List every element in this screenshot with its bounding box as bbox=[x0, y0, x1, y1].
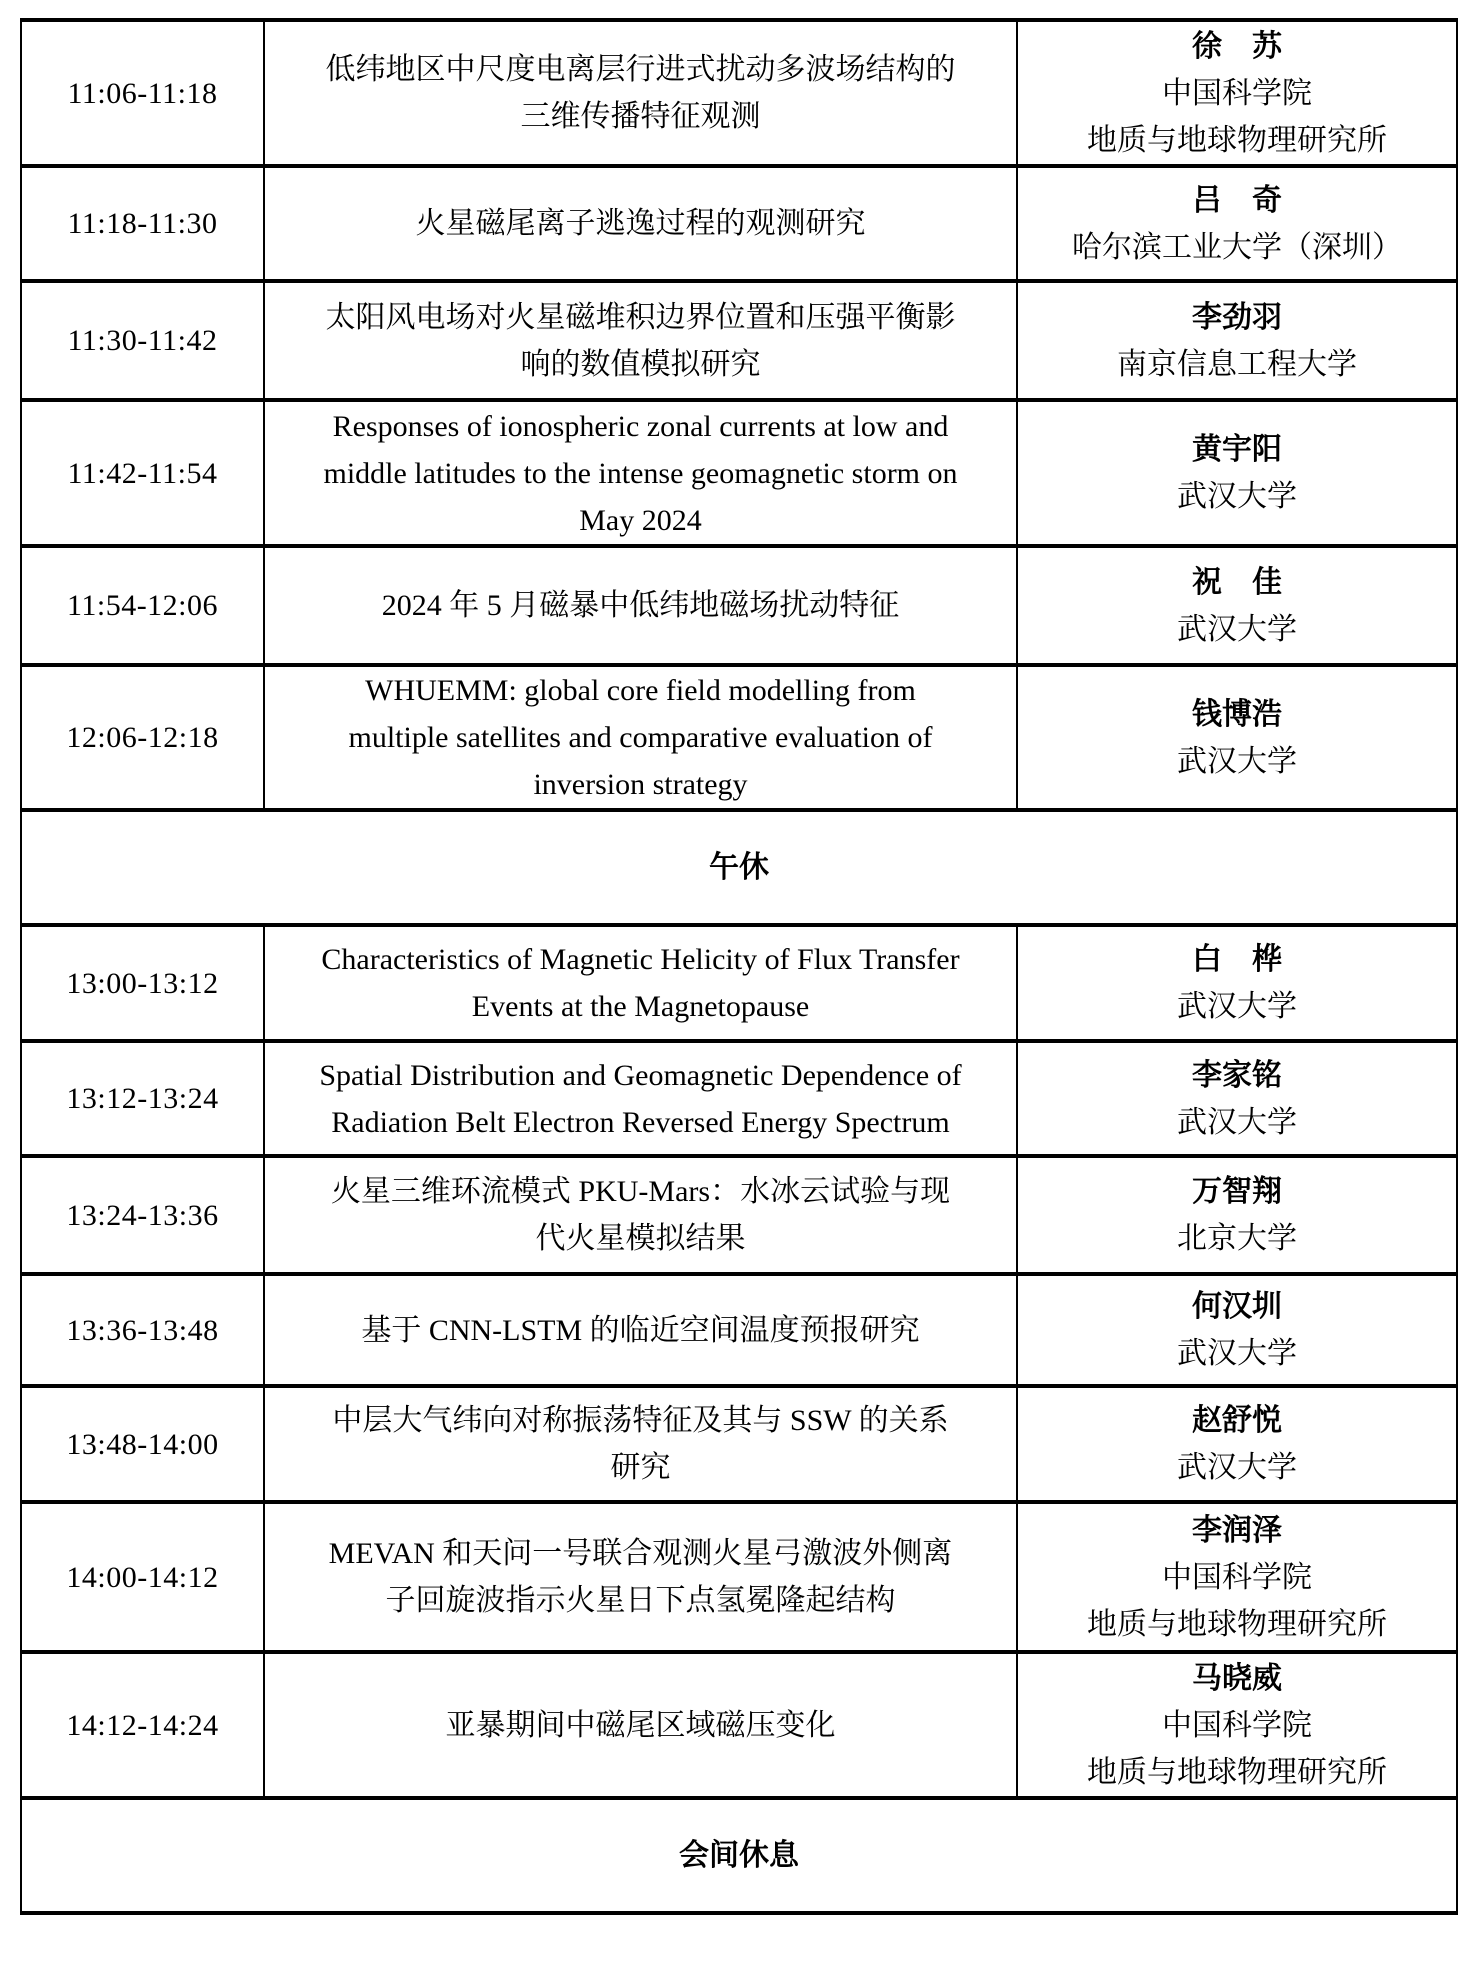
session-title-cell bbox=[264, 546, 1017, 665]
speaker-affiliation-line: 北京大学 bbox=[1177, 1222, 1297, 1255]
session-time-cell: 11:42-11:54 bbox=[21, 400, 264, 546]
session-time-cell: 13:12-13:24 bbox=[21, 1041, 264, 1156]
session-speaker-cell bbox=[1017, 1274, 1457, 1386]
break-row bbox=[21, 1798, 1457, 1913]
session-speaker-cell bbox=[1017, 166, 1457, 281]
session-speaker-cell bbox=[1017, 1652, 1457, 1798]
schedule-table-body bbox=[21, 20, 1457, 1913]
speaker-name: 李润泽 bbox=[1192, 1513, 1282, 1547]
speaker-affiliation-line: 地质与地球物理研究所 bbox=[1087, 1607, 1387, 1641]
session-title-line: 火星磁尾离子逃逸过程的观测研究 bbox=[415, 207, 866, 240]
session-time-cell: 13:48-14:00 bbox=[21, 1386, 264, 1502]
schedule-table bbox=[20, 18, 1458, 1915]
speaker-affiliation-line: 武汉大学 bbox=[1177, 1337, 1297, 1370]
speaker-affiliation-line: 南京信息工程大学 bbox=[1117, 347, 1357, 381]
session-title-line: WHUEMM: global core field modelling from bbox=[365, 674, 916, 707]
session-title-line: 子回旋波指示火星日下点氢冕隆起结构 bbox=[385, 1584, 896, 1617]
speaker-name: 吕 奇 bbox=[1192, 183, 1282, 217]
session-title-line: 三维传播特征观测 bbox=[520, 100, 761, 133]
session-time-cell: 11:54-12:06 bbox=[21, 546, 264, 665]
session-speaker-cell bbox=[1017, 1156, 1457, 1274]
speaker-affiliation-line: 中国科学院 bbox=[1162, 1708, 1312, 1742]
session-title-line: May 2024 bbox=[579, 503, 702, 537]
speaker-name: 李劲羽 bbox=[1192, 300, 1282, 334]
session-title-cell bbox=[264, 20, 1017, 166]
speaker-affiliation-line: 武汉大学 bbox=[1177, 480, 1297, 513]
speaker-name: 徐 苏 bbox=[1192, 29, 1282, 63]
session-time-cell: 14:00-14:12 bbox=[21, 1502, 264, 1652]
session-row bbox=[21, 665, 1457, 810]
speaker-affiliation-line: 中国科学院 bbox=[1162, 1560, 1312, 1594]
session-title-cell bbox=[264, 665, 1017, 810]
session-row bbox=[21, 546, 1457, 665]
session-row bbox=[21, 281, 1457, 400]
session-title-cell bbox=[264, 1386, 1017, 1502]
session-title-cell bbox=[264, 1502, 1017, 1652]
session-title-line: 亚暴期间中磁尾区域磁压变化 bbox=[445, 1708, 836, 1742]
speaker-name: 祝 佳 bbox=[1192, 565, 1282, 599]
session-title-line: 低纬地区中尺度电离层行进式扰动多波场结构的 bbox=[325, 53, 956, 86]
session-time-cell: 13:24-13:36 bbox=[21, 1156, 264, 1274]
speaker-affiliation-line: 地质与地球物理研究所 bbox=[1087, 1755, 1387, 1789]
session-speaker-cell bbox=[1017, 925, 1457, 1041]
session-speaker-cell bbox=[1017, 665, 1457, 810]
speaker-name: 黄宇阳 bbox=[1192, 433, 1282, 466]
session-row bbox=[21, 1386, 1457, 1502]
speaker-name: 何汉圳 bbox=[1192, 1290, 1282, 1323]
session-title-cell bbox=[264, 400, 1017, 546]
session-time-cell: 11:30-11:42 bbox=[21, 281, 264, 400]
session-title-line: 代火星模拟结果 bbox=[535, 1222, 746, 1255]
speaker-affiliation-line: 地质与地球物理研究所 bbox=[1087, 123, 1387, 157]
session-row bbox=[21, 1502, 1457, 1652]
session-title-line: 基于 CNN-LSTM 的临近空间温度预报研究 bbox=[361, 1313, 920, 1347]
session-time-cell: 13:36-13:48 bbox=[21, 1274, 264, 1386]
speaker-name: 钱博浩 bbox=[1192, 697, 1282, 731]
speaker-affiliation-line: 武汉大学 bbox=[1177, 1105, 1297, 1139]
session-title-line: 响的数值模拟研究 bbox=[520, 347, 761, 381]
session-title-line: 研究 bbox=[610, 1451, 671, 1484]
session-title-line: 火星三维环流模式 PKU-Mars：水冰云试验与现 bbox=[330, 1175, 951, 1208]
session-time-cell: 13:00-13:12 bbox=[21, 925, 264, 1041]
break-row bbox=[21, 810, 1457, 925]
speaker-name: 马晓威 bbox=[1192, 1661, 1282, 1695]
session-title-line: 中层大气纬向对称振荡特征及其与 SSW 的关系 bbox=[332, 1404, 949, 1437]
session-speaker-cell bbox=[1017, 1502, 1457, 1652]
session-title-line: Events at the Magnetopause bbox=[471, 990, 810, 1023]
session-title-line: Spatial Distribution and Geomagnetic Dependence of bbox=[319, 1058, 962, 1092]
session-time-cell: 14:12-14:24 bbox=[21, 1652, 264, 1798]
session-row bbox=[21, 1274, 1457, 1386]
session-time-cell: 11:06-11:18 bbox=[21, 20, 264, 166]
break-label: 会间休息 bbox=[21, 1798, 1457, 1913]
session-row bbox=[21, 925, 1457, 1041]
session-title-line: Radiation Belt Electron Reversed Energy Spectrum bbox=[331, 1105, 950, 1139]
speaker-affiliation-line: 中国科学院 bbox=[1162, 76, 1312, 110]
speaker-affiliation-line: 武汉大学 bbox=[1177, 744, 1297, 778]
session-title-cell bbox=[264, 166, 1017, 281]
session-title-cell bbox=[264, 1156, 1017, 1274]
speaker-name: 李家铭 bbox=[1192, 1058, 1282, 1092]
session-speaker-cell bbox=[1017, 546, 1457, 665]
session-speaker-cell bbox=[1017, 1386, 1457, 1502]
session-title-line: inversion strategy bbox=[533, 768, 748, 801]
session-row bbox=[21, 400, 1457, 546]
session-row bbox=[21, 20, 1457, 166]
speaker-affiliation-line: 武汉大学 bbox=[1177, 612, 1297, 646]
session-speaker-cell bbox=[1017, 400, 1457, 546]
session-row bbox=[21, 1041, 1457, 1156]
break-label: 午休 bbox=[21, 810, 1457, 925]
session-time-cell: 12:06-12:18 bbox=[21, 665, 264, 810]
speaker-affiliation-line: 哈尔滨工业大学（深圳） bbox=[1072, 230, 1402, 264]
session-title-line: 2024 年 5 月磁暴中低纬地磁场扰动特征 bbox=[381, 589, 900, 622]
session-title-cell bbox=[264, 281, 1017, 400]
session-row bbox=[21, 166, 1457, 281]
session-title-cell bbox=[264, 925, 1017, 1041]
speaker-name: 白 桦 bbox=[1192, 943, 1282, 976]
speaker-affiliation-line: 武汉大学 bbox=[1177, 990, 1297, 1023]
speaker-affiliation-line: 武汉大学 bbox=[1177, 1451, 1297, 1484]
session-title-line: MEVAN 和天问一号联合观测火星弓激波外侧离 bbox=[328, 1537, 953, 1570]
session-speaker-cell bbox=[1017, 20, 1457, 166]
session-row bbox=[21, 1652, 1457, 1798]
session-time-cell: 11:18-11:30 bbox=[21, 166, 264, 281]
session-title-cell bbox=[264, 1652, 1017, 1798]
session-title-line: middle latitudes to the intense geomagnetic storm on bbox=[323, 456, 958, 490]
session-speaker-cell bbox=[1017, 1041, 1457, 1156]
session-title-cell bbox=[264, 1274, 1017, 1386]
speaker-name: 万智翔 bbox=[1192, 1175, 1282, 1208]
session-title-line: Characteristics of Magnetic Helicity of Flux Transfer bbox=[321, 943, 960, 976]
session-title-line: multiple satellites and comparative evaluation of bbox=[348, 721, 933, 754]
session-speaker-cell bbox=[1017, 281, 1457, 400]
session-row bbox=[21, 1156, 1457, 1274]
session-title-line: Responses of ionospheric zonal currents at low and bbox=[332, 409, 949, 443]
speaker-name: 赵舒悦 bbox=[1192, 1404, 1282, 1437]
session-title-line: 太阳风电场对火星磁堆积边界位置和压强平衡影 bbox=[325, 300, 956, 334]
session-title-cell bbox=[264, 1041, 1017, 1156]
